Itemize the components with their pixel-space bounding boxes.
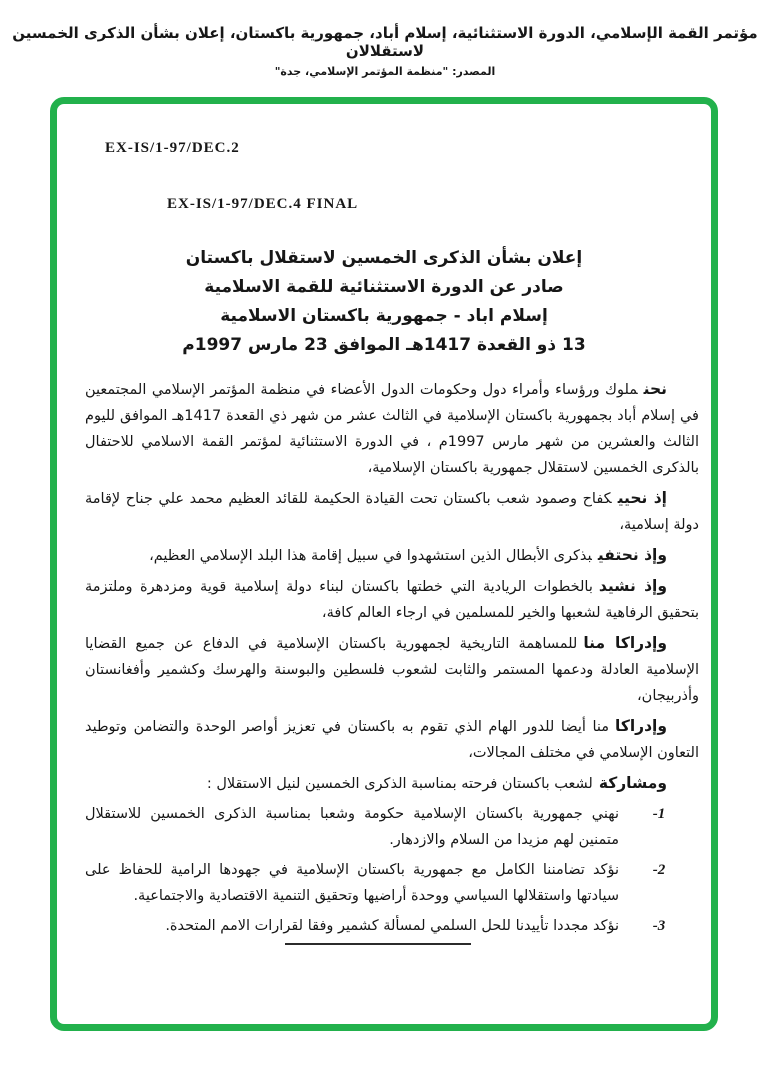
paragraph-text: منا أيضا للدور الهام الذي تقوم به باكستان في تعزيز أواصر الوحدة والتضامن وتوطيد التعاون الإسلامي في مختلف المجالات، — [85, 719, 699, 761]
paragraph-text: كفاح وصمود شعب باكستان تحت القيادة الحكيمة للقائد العظيم محمد علي جناح لإقامة دولة إسلامية، — [85, 491, 699, 533]
paragraph-saluting — [85, 485, 699, 538]
doc-code-primary: EX-IS/1-97/DEC.2 — [105, 140, 240, 156]
paragraph-recognizing-contribution — [85, 630, 699, 709]
title-line-4: 13 ذو القعدة 1417هـ الموافق 23 مارس 1997م — [182, 335, 586, 355]
paragraph-honoring — [85, 542, 699, 569]
list-item-3 — [85, 913, 699, 939]
numbered-list — [85, 801, 699, 939]
list-item-number: -2 — [652, 862, 666, 878]
list-item-number: -1 — [652, 806, 666, 822]
document-body — [85, 376, 699, 943]
document-header — [0, 24, 770, 78]
paragraph-sharing-joy — [85, 770, 699, 797]
footer-divider-line — [285, 943, 471, 945]
paragraph-lead: وإدراكا — [615, 717, 667, 735]
paragraph-lead: وإدراكا منا — [583, 634, 667, 652]
title-line-1: إعلان بشأن الذكرى الخمسين لاستقلال باكستان — [185, 248, 583, 268]
doc-code-final: EX-IS/1-97/DEC.4 FINAL — [167, 196, 359, 212]
list-item-2 — [85, 857, 699, 909]
paragraph-lead: وإذ نحتفي — [597, 546, 667, 564]
paragraph-text: لشعب باكستان فرحته بمناسبة الذكرى الخمسين لنيل الاستقلال : — [206, 776, 593, 792]
paragraph-text: بذكرى الأبطال الذين استشهدوا في سبيل إقامة هذا البلد الإسلامي العظيم، — [149, 548, 592, 564]
list-item-1 — [85, 801, 699, 853]
header-title: مؤتمر القمة الإسلامي، الدورة الاستثنائية، إسلام أباد، جمهورية باكستان، إعلان بشأن الذكرى الخمسين لاستقلالان — [12, 24, 758, 60]
list-item-number: -3 — [652, 918, 666, 934]
paragraph-text: للمساهمة التاريخية لجمهورية باكستان الإسلامية في الدفاع عن جميع القضايا الإسلامية العادلة ودعمها المستمر والثابت لشعوب فلسطين والبوسنة والهرسك وكشمير وأفغانستان وأذربيجان، — [85, 636, 699, 704]
page-border-frame — [50, 97, 718, 1031]
paragraph-lead: نحن — [643, 380, 667, 398]
title-line-2: صادر عن الدورة الاستثنائية للقمة الاسلامية — [204, 277, 564, 297]
paragraph-preamble — [85, 376, 699, 481]
paragraph-lead: وإذ نشيد — [598, 577, 667, 595]
paragraph-commending — [85, 573, 699, 626]
paragraph-recognizing-role — [85, 713, 699, 766]
document-title — [57, 244, 711, 360]
paragraph-text: ملوك ورؤساء وأمراء دول وحكومات الدول الأعضاء في منظمة المؤتمر الإسلامي المجتمعين في إسلام أباد بجمهورية باكستان الإسلامية في الثالث عشر من شهر ذي القعدة 1417هـ الموافق لليوم الثالث والعشرين من شهر مارس 1997م ، في الدورة الاستثنائية لمؤتمر القمة الاسلامي للاحتفال بالذكرى الخمسين لاستقلال جمهورية باكستان الإسلامية، — [85, 382, 699, 476]
header-source: المصدر: "منظمة المؤتمر الإسلامي، جدة" — [274, 65, 496, 78]
title-line-3: إسلام اباد - جمهورية باكستان الاسلامية — [220, 306, 548, 326]
paragraph-lead: ومشاركة — [598, 774, 667, 792]
list-item-text: نؤكد تضامننا الكامل مع جمهورية باكستان الإسلامية في جهودها الرامية للحفاظ على سيادتها واستقلالها السياسي ووحدة أراضيها وتحقيق التنمية الاقتصادية والاجتماعية. — [85, 862, 619, 904]
paragraph-text: بالخطوات الريادية التي خطتها باكستان لبناء دولة إسلامية قوية ومزدهرة وملتزمة بتحقيق الرفاهية لشعبها والخير للمسلمين في ارجاء العالم كافة، — [85, 579, 699, 621]
paragraph-lead: إذ نحيي — [617, 489, 667, 507]
list-item-text: نهني جمهورية باكستان الإسلامية حكومة وشعبا بمناسبة الذكرى الخمسين للاستقلال متمنين لهم مزيدا من السلام والازدهار. — [85, 806, 619, 848]
list-item-text: نؤكد مجددا تأييدنا للحل السلمي لمسألة كشمير وفقا لقرارات الامم المتحدة. — [165, 918, 619, 934]
